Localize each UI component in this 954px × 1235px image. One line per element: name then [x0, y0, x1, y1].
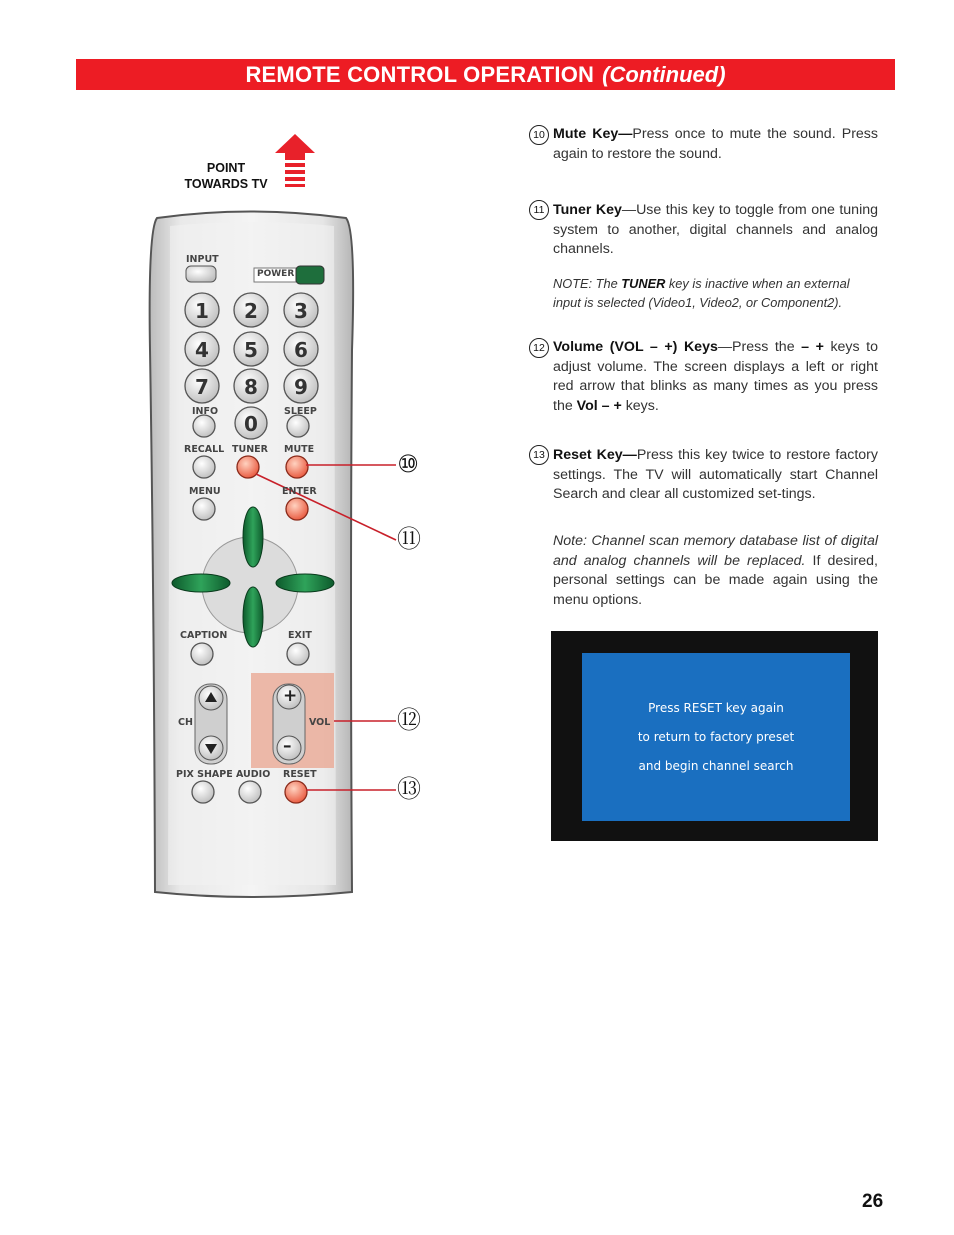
- digit-5[interactable]: 5: [244, 338, 258, 362]
- tuner-note-prefix: NOTE: The: [553, 276, 622, 291]
- screen-line-3: and begin channel search: [638, 758, 794, 773]
- volume-text-3: keys.: [621, 397, 659, 414]
- caption-label: CAPTION: [180, 630, 228, 641]
- recall-label: RECALL: [184, 444, 225, 455]
- mute-key-title: Mute Key—: [553, 126, 633, 142]
- volume-keys-symbols: – +: [801, 339, 824, 355]
- callout-12: ⑫: [397, 706, 421, 734]
- screen-line-2: to return to factory preset: [637, 729, 795, 744]
- callout-11: ⑪: [397, 525, 421, 553]
- digit-3[interactable]: 3: [294, 299, 308, 323]
- volume-text-1: —Press the: [717, 339, 802, 355]
- callout-13: ⑬: [397, 775, 421, 803]
- reset-key-text: Press this key twice to restore factory settings. The TV will automatically start Channel Search and clear all customized set-tings.: [553, 447, 878, 502]
- info-label: INFO: [192, 406, 219, 417]
- page-title-continued: (Continued): [602, 61, 726, 87]
- volume-vol-keys: Vol – +: [576, 397, 622, 414]
- volume-keys-title: Volume (VOL – +) Keys: [553, 339, 718, 355]
- callout-10: ⑩: [397, 450, 419, 478]
- point-label-line1: POINT: [206, 161, 246, 175]
- digit-8[interactable]: 8: [244, 375, 258, 399]
- digit-2[interactable]: 2: [244, 299, 258, 323]
- digit-0[interactable]: 0: [244, 412, 258, 436]
- reset-key-description: [553, 446, 878, 505]
- reset-note-tail: If desired, personal settings can be made again using the menu options.: [553, 552, 878, 608]
- digit-4[interactable]: 4: [195, 338, 209, 362]
- digit-6[interactable]: 6: [294, 338, 308, 362]
- item-number-10: 10: [529, 125, 549, 145]
- page-title: REMOTE CONTROL OPERATION: [245, 61, 595, 87]
- power-label: POWER: [257, 269, 295, 279]
- volume-text-2: keys to adjust volume. The screen displays a left or right red arrow that blinks as many times as you press the: [553, 339, 879, 414]
- reset-note-prefix: Note: [553, 533, 583, 549]
- reset-note-text: : Channel scan memory database list of digital and analog channels will be replaced.: [553, 533, 878, 569]
- vol-plus-label[interactable]: +: [283, 686, 298, 706]
- exit-label: EXIT: [288, 630, 312, 641]
- tuner-key-text: —Use this key to toggle from one tuning system to another, digital channels and analog channels.: [553, 202, 879, 257]
- item-number-11: 11: [529, 200, 549, 220]
- mute-label: MUTE: [284, 444, 315, 455]
- digit-9[interactable]: 9: [294, 375, 308, 399]
- audio-label: AUDIO: [236, 769, 271, 780]
- point-arrow-icon: [275, 134, 315, 187]
- vol-minus-label[interactable]: –: [283, 736, 292, 756]
- enter-label: ENTER: [282, 486, 317, 497]
- ch-label: CH: [178, 717, 193, 728]
- tuner-note: [553, 274, 878, 312]
- input-label: INPUT: [186, 254, 219, 265]
- page-number: 26: [862, 1191, 884, 1212]
- tuner-key-title: Tuner Key: [553, 202, 622, 218]
- volume-keys-description: [553, 338, 878, 416]
- vol-label: VOL: [309, 717, 331, 728]
- point-label-line2: TOWARDS TV: [184, 177, 268, 191]
- digit-7[interactable]: 7: [195, 375, 209, 399]
- reset-note: [553, 532, 878, 610]
- pix-shape-label: PIX SHAPE: [176, 769, 233, 780]
- mute-key-description: [553, 125, 878, 164]
- screen-line-1: Press RESET key again: [648, 700, 784, 715]
- sleep-label: SLEEP: [284, 406, 317, 417]
- tuner-label: TUNER: [232, 444, 268, 455]
- digit-1[interactable]: 1: [195, 299, 209, 323]
- menu-label: MENU: [189, 486, 221, 497]
- reset-key-title: Reset Key—: [553, 447, 637, 463]
- tv-screen: [582, 653, 850, 821]
- reset-label: RESET: [283, 769, 317, 780]
- item-number-13: 13: [529, 445, 549, 465]
- mute-key-text: Press once to mute the sound. Press again to restore the sound.: [553, 126, 878, 162]
- tuner-note-key: TUNER: [621, 276, 666, 291]
- tv-screen-frame: [551, 631, 878, 841]
- tuner-note-text: key is inactive when an external input is selected (Video1, Video2, or Component2).: [553, 276, 850, 310]
- item-number-12: 12: [529, 338, 549, 358]
- tuner-key-description: [553, 201, 878, 260]
